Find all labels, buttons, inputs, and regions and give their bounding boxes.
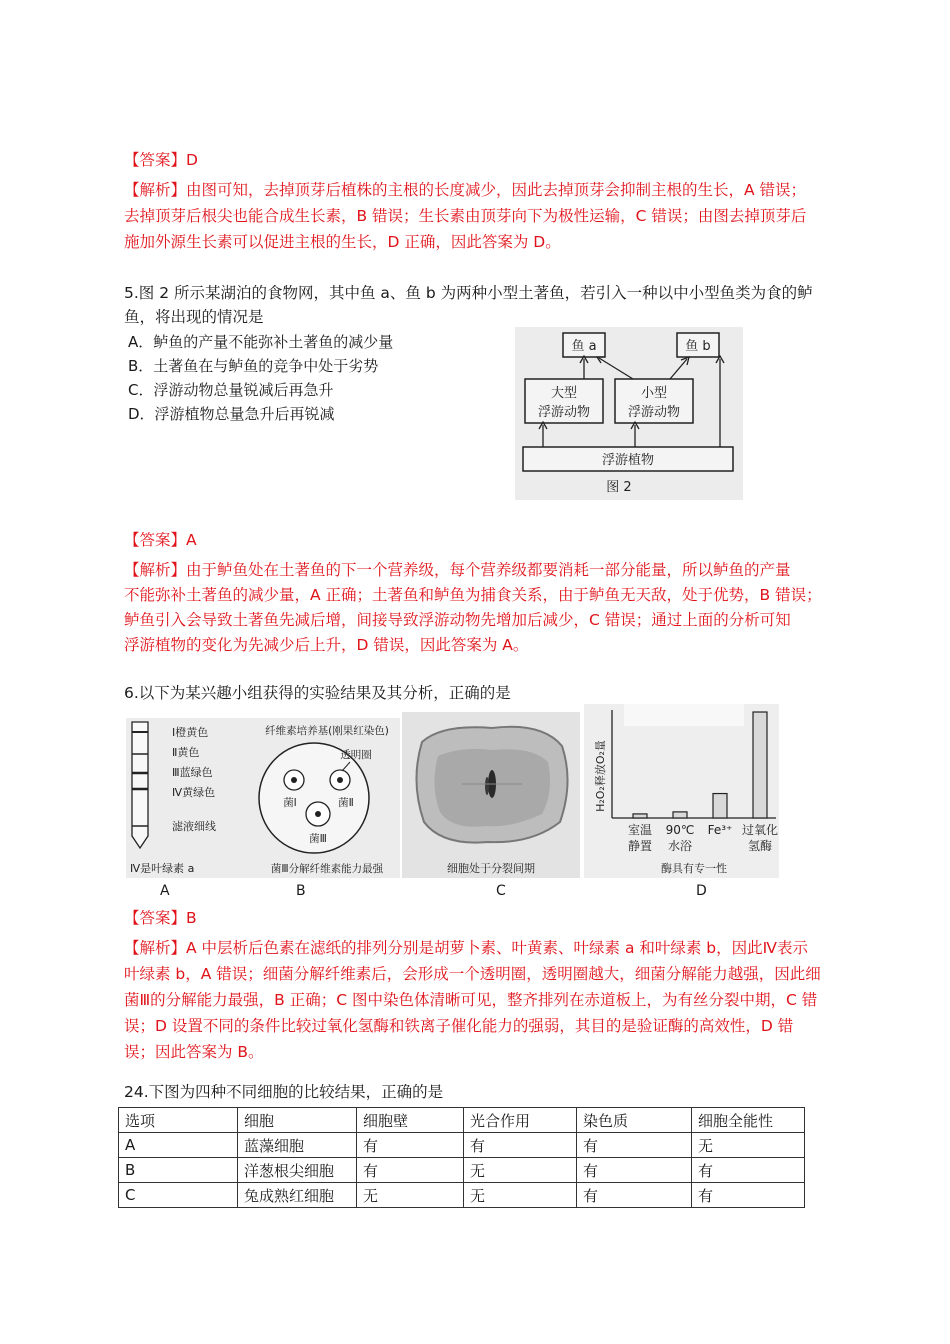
table-cell: 有 [464, 1133, 577, 1158]
band-1-label: Ⅰ橙黄色 [172, 726, 209, 739]
figure-a-caption: Ⅳ是叶绿素 a [130, 862, 195, 875]
q5-analysis-line-3: 鲈鱼引入会导致土著鱼先减后增，间接导致浮游动物先增加后减少，C 错误；通过上面的分析可知 [124, 611, 791, 629]
header-photosynthesis: 光合作用 [464, 1108, 577, 1133]
table-cell: 洋葱根尖细胞 [238, 1158, 357, 1183]
filtrate-line-label: 滤液细线 [172, 820, 216, 833]
band-2-label: Ⅱ黄色 [172, 746, 200, 759]
q6-analysis-line-5: 误；因此答案为 B。 [124, 1043, 264, 1061]
bar-3 [713, 794, 727, 818]
q5-analysis-line-1: 【解析】由于鲈鱼处在土著鱼的下一个营养级，每个营养级都要消耗一部分能量，所以鲈鱼的产量 [124, 561, 791, 579]
arrow-small-to-fish-a [599, 358, 633, 379]
q5-answer: 【答案】A [124, 531, 197, 549]
header-option: 选项 [119, 1108, 238, 1133]
filter-paper-strip [132, 722, 148, 848]
header-cell: 细胞 [238, 1108, 357, 1133]
bacteria-2-label: 菌Ⅱ [338, 797, 354, 809]
y-axis-label: H₂O₂释放O₂量 [594, 740, 607, 812]
table-cell: 无 [692, 1133, 805, 1158]
table-cell: C [119, 1183, 238, 1208]
bar-2 [673, 812, 687, 818]
bacteria-3-label: 菌Ⅲ [309, 833, 327, 845]
table-cell: A [119, 1133, 238, 1158]
figure-label-b: B [296, 883, 306, 899]
halo-label: 透明圈 [340, 749, 372, 761]
cell-comparison-table [118, 1107, 805, 1208]
q5-stem-line-2: 鱼，将出现的情况是 [124, 308, 264, 326]
bar-1-label-1: 室温 [627, 823, 653, 837]
table-cell: 无 [357, 1183, 464, 1208]
table-header-row [119, 1108, 805, 1133]
band-3-label: Ⅲ蓝绿色 [172, 766, 213, 779]
food-web-figure [515, 327, 743, 500]
arrow-small-to-fish-b [670, 359, 687, 379]
figure-label-d: D [696, 883, 707, 899]
q5-option-d: D．浮游植物总量急升后再锐减 [128, 405, 335, 423]
figure-b-caption: 菌Ⅲ分解纤维素能力最强 [270, 863, 384, 875]
figure-d-caption: 酶具有专一性 [661, 862, 727, 875]
q5-option-a: A．鲈鱼的产量不能弥补土著鱼的减少量 [128, 333, 394, 351]
figure-2-caption: 图 2 [606, 480, 632, 495]
bar-4-label-1: 过氧化 [741, 823, 779, 837]
table-row [119, 1133, 805, 1158]
q5-analysis-line-2: 不能弥补土著鱼的减少量，A 正确；土著鱼和鲈鱼为捕食关系，由于鲈鱼无天敌，处于优势，B 错误； [124, 586, 822, 604]
table-cell: B [119, 1158, 238, 1183]
header-cell-wall: 细胞壁 [357, 1108, 464, 1133]
small-zooplankton-label-2: 浮游动物 [627, 405, 681, 420]
q5-option-b: B．土著鱼在与鲈鱼的竞争中处于劣势 [128, 357, 379, 375]
q6-figure-b [254, 718, 400, 878]
phytoplankton-label: 浮游植物 [601, 453, 655, 468]
bar-4 [753, 712, 767, 818]
table-cell: 兔成熟红细胞 [238, 1183, 357, 1208]
q5-stem-line-1: 5.图 2 所示某湖泊的食物网，其中鱼 a、鱼 b 为两种小型土著鱼，若引入一种以中小型鱼类为食的鲈 [124, 284, 813, 302]
q4-analysis-line-1: 【解析】由图可知，去掉顶芽后植株的主根的长度减少，因此去掉顶芽会抑制主根的生长，A 错误； [124, 181, 807, 199]
q24-stem: 24.下图为四种不同细胞的比较结果，正确的是 [124, 1083, 444, 1101]
fish-b-label: 鱼 b [685, 339, 711, 354]
q6-figure-a [126, 718, 254, 878]
table-row [119, 1183, 805, 1208]
fish-a-label: 鱼 a [571, 339, 597, 354]
table-cell: 有 [692, 1158, 805, 1183]
small-zooplankton-label-1: 小型 [640, 386, 668, 401]
medium-title: 纤维素培养基(刚果红染色) [265, 725, 389, 737]
large-zooplankton-label-2: 浮游动物 [537, 405, 591, 420]
bar-4-label-2: 氢酶 [747, 839, 773, 853]
q5-analysis-line-4: 浮游植物的变化为先减少后上升，D 错误，因此答案为 A。 [124, 636, 529, 654]
band-4-label: Ⅳ黄绿色 [172, 786, 216, 799]
q6-analysis-line-2: 叶绿素 b，A 错误；细菌分解纤维素后，会形成一个透明圈，透明圈越大，细菌分解能力越强，因此细 [124, 965, 821, 983]
table-cell: 有 [357, 1158, 464, 1183]
q6-figure-c [402, 712, 580, 878]
table-cell: 蓝藻细胞 [238, 1133, 357, 1158]
table-row [119, 1158, 805, 1183]
table-cell: 无 [464, 1183, 577, 1208]
table-cell: 有 [692, 1183, 805, 1208]
q6-analysis-line-4: 误；D 设置不同的条件比较过氧化氢酶和铁离子催化能力的强弱，其目的是验证酶的高效性，D 错 [124, 1017, 794, 1035]
q6-answer: 【答案】B [124, 909, 197, 927]
bar-1-label-2: 静置 [627, 839, 653, 853]
q6-analysis-line-3: 菌Ⅲ的分解能力最强，B 正确；C 图中染色体清晰可见，整齐排列在赤道板上，为有丝分裂中期，C 错 [124, 991, 818, 1009]
bar-1 [633, 814, 647, 818]
q4-analysis-line-3: 施加外源生长素可以促进主根的生长，D 正确，因此答案为 D。 [124, 233, 561, 251]
table-cell: 有 [357, 1133, 464, 1158]
figure-c-caption: 细胞处于分裂间期 [447, 862, 535, 875]
figure-label-c: C [496, 883, 506, 899]
large-zooplankton-label-1: 大型 [550, 386, 578, 401]
figure-label-a: A [160, 883, 170, 899]
q6-analysis-line-1: 【解析】A 中层析后色素在滤纸的排列分别是胡萝卜素、叶黄素、叶绿素 a 和叶绿素 b，因此Ⅳ表示 [124, 939, 808, 957]
q4-answer: 【答案】D [124, 151, 198, 169]
bar-2-label-2: 水浴 [667, 839, 693, 853]
header-chromatin: 染色质 [577, 1108, 692, 1133]
table-cell: 有 [577, 1158, 692, 1183]
table-cell: 无 [464, 1158, 577, 1183]
table-cell: 有 [577, 1133, 692, 1158]
q5-option-c: C．浮游动物总量锐减后再急升 [128, 381, 334, 399]
bacteria-1-label: 菌Ⅰ [283, 797, 297, 809]
q6-figure-d [584, 704, 779, 878]
bar-3-label-1: Fe³⁺ [707, 823, 733, 837]
q4-analysis-line-2: 去掉顶芽后根尖也能合成生长素，B 错误；生长素由顶芽向下为极性运输，C 错误；由图去掉顶芽后 [124, 207, 807, 225]
table-cell: 有 [577, 1183, 692, 1208]
bar-2-label-1: 90℃ [665, 823, 695, 837]
header-totipotency: 细胞全能性 [692, 1108, 805, 1133]
q6-stem: 6.以下为某兴趣小组获得的实验结果及其分析，正确的是 [124, 684, 511, 702]
